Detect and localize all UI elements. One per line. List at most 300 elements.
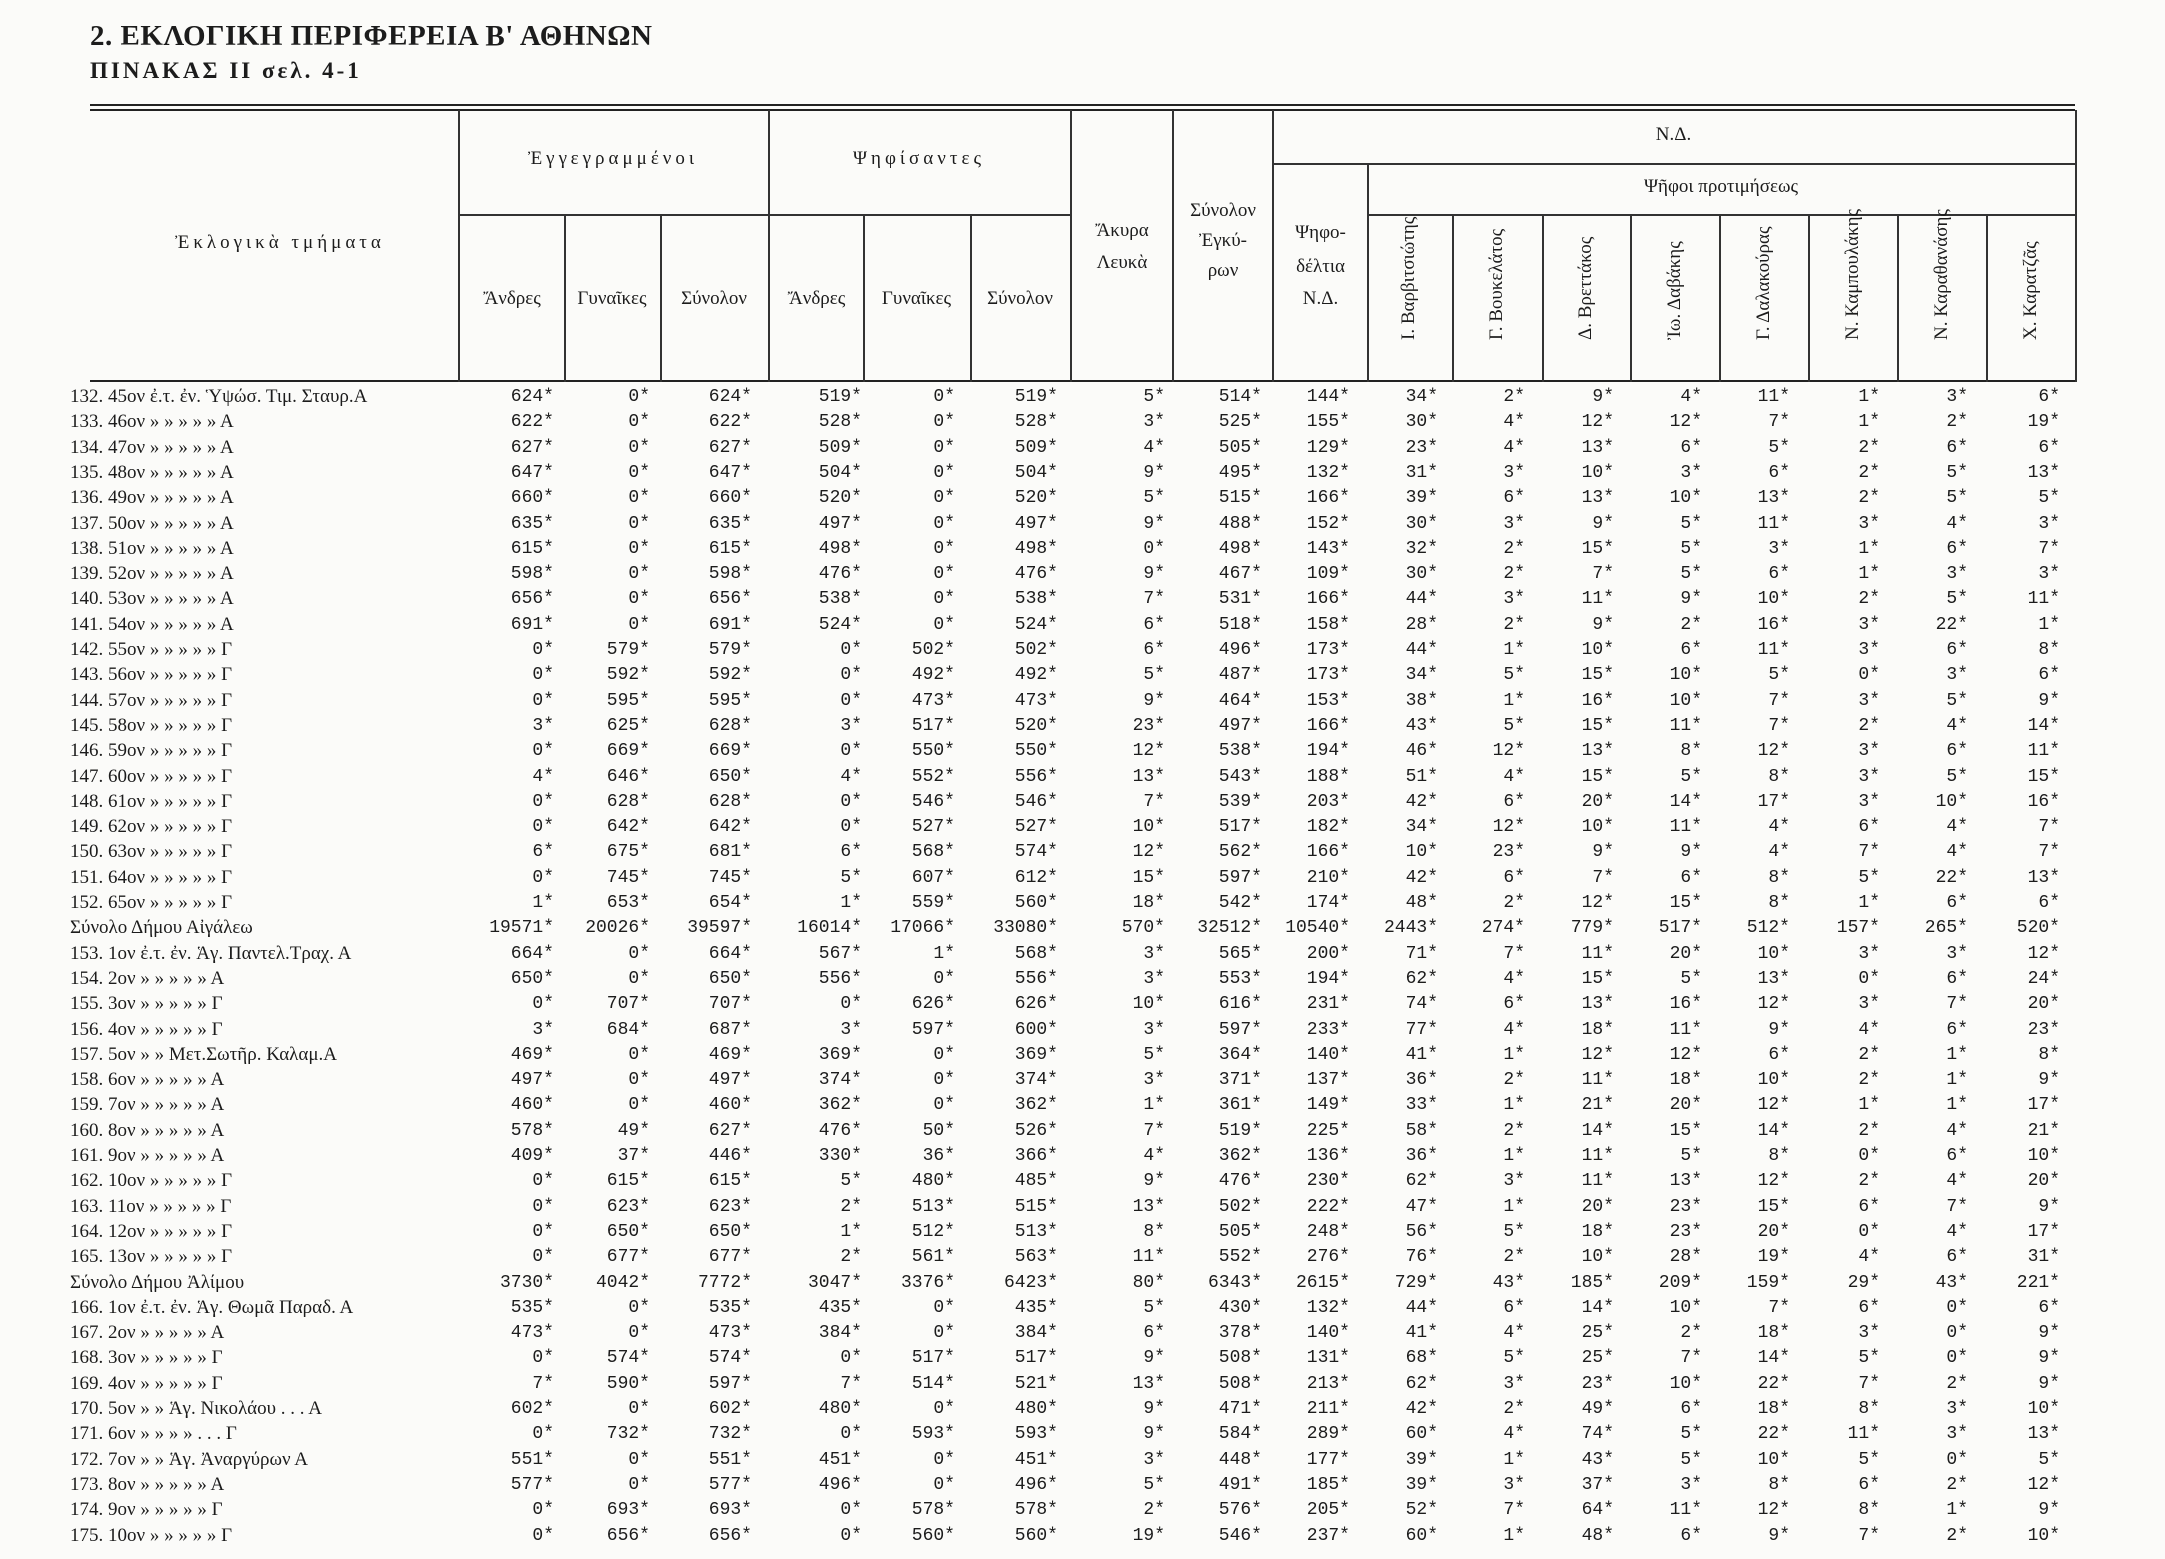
row-value: 513*: [911, 1196, 955, 1217]
row-value: 513*: [1014, 1221, 1058, 1242]
row-value: 2*: [1858, 437, 1880, 458]
row-value: 675*: [606, 842, 650, 863]
row-value: 369*: [1014, 1044, 1058, 1065]
row-value: 3*: [1143, 1070, 1165, 1091]
row-value: 5*: [1858, 1449, 1880, 1470]
row-value: 12*: [1581, 412, 1614, 433]
row-value: 3*: [1143, 1449, 1165, 1470]
row-value: 12*: [1669, 1044, 1702, 1065]
row-value: 512*: [911, 1221, 955, 1242]
row-label: 154. 2ον » » » » » Α: [70, 967, 225, 989]
table-row: [0, 814, 2165, 840]
row-value: 330*: [818, 1146, 862, 1166]
row-value: 492*: [1014, 665, 1058, 686]
row-value: 3*: [2038, 564, 2060, 585]
table-row: [0, 865, 2165, 891]
row-value: 1*: [1503, 1146, 1525, 1166]
row-value: 3730*: [499, 1272, 554, 1293]
row-value: 546*: [911, 791, 955, 812]
row-value: 43*: [1405, 715, 1438, 736]
row-value: 6*: [1946, 640, 1968, 660]
row-value: 0*: [532, 1221, 554, 1242]
row-value: 18*: [1757, 1399, 1790, 1419]
row-label: 169. 4ον » » » » » Γ: [70, 1372, 223, 1394]
row-value: 495*: [1218, 462, 1262, 483]
row-value: 6*: [1858, 1196, 1880, 1217]
row-value: 132*: [1306, 462, 1350, 483]
row-value: 19*: [2027, 412, 2060, 433]
row-label: 163. 11ον » » » » » Γ: [70, 1195, 232, 1217]
table-subtitle: ΠΙΝΑΚΑΣ ΙΙ σελ. 4-1: [90, 58, 362, 83]
row-value: 6*: [1858, 1297, 1880, 1318]
row-value: 22*: [1935, 614, 1968, 635]
row-value: 0*: [628, 437, 650, 458]
row-value: 487*: [1218, 665, 1262, 686]
row-value: 221*: [2016, 1272, 2060, 1293]
row-value: 12*: [1132, 842, 1165, 863]
row-label: 142. 55ον » » » » » Γ: [70, 639, 233, 660]
row-value: 2*: [1946, 1373, 1968, 1394]
row-value: 8*: [2038, 640, 2060, 660]
row-value: 3376*: [900, 1272, 955, 1293]
row-value: 4*: [1503, 1424, 1525, 1445]
row-value: 4*: [1946, 842, 1968, 863]
row-value: 598*: [708, 564, 752, 585]
row-value: 9*: [1143, 1424, 1165, 1445]
row-value: 12*: [1757, 994, 1790, 1015]
row-value: 1*: [1946, 1044, 1968, 1065]
row-value: 0*: [933, 1297, 955, 1318]
row-value: 6*: [840, 842, 862, 863]
row-value: 3*: [1946, 1424, 1968, 1445]
row-value: 0*: [628, 589, 650, 610]
row-value: 435*: [1014, 1297, 1058, 1318]
row-value: 22*: [1757, 1424, 1790, 1445]
row-value: 0*: [628, 488, 650, 509]
row-value: 11*: [1581, 943, 1614, 964]
row-value: 33080*: [993, 918, 1058, 939]
row-value: 0*: [628, 538, 650, 559]
row-value: 13*: [2027, 867, 2060, 888]
row-value: 435*: [818, 1297, 862, 1318]
table-row: [0, 1270, 2165, 1296]
row-label: 173. 8ον » » » » » Α: [70, 1473, 225, 1495]
row-value: 3*: [1946, 665, 1968, 686]
row-value: 39*: [1405, 1474, 1438, 1495]
row-value: 9*: [1143, 1171, 1165, 1192]
row-label: 159. 7ον » » » » » Α: [70, 1094, 225, 1116]
row-value: 467*: [1218, 564, 1262, 585]
row-value: 10540*: [1285, 918, 1350, 939]
row-value: 34*: [1405, 387, 1438, 407]
row-value: 9*: [2038, 1373, 2060, 1394]
row-value: 20*: [1669, 1095, 1702, 1116]
row-value: 552*: [1218, 1247, 1262, 1268]
row-value: 60*: [1405, 1525, 1438, 1546]
row-value: 615*: [708, 538, 752, 559]
row-value: 9*: [1768, 1019, 1790, 1040]
row-value: 624*: [708, 387, 752, 407]
row-value: 656*: [708, 1525, 752, 1546]
table-row: [0, 1042, 2165, 1068]
row-value: 473*: [510, 1323, 554, 1344]
row-value: 28*: [1669, 1247, 1702, 1268]
row-value: 526*: [1014, 1120, 1058, 1141]
row-value: 3*: [2038, 513, 2060, 534]
row-value: 4*: [1503, 766, 1525, 787]
valid-header-line2: Ἐγκύ-: [1199, 230, 1247, 251]
row-value: 691*: [708, 614, 752, 635]
valid-header-line3: ρων: [1207, 260, 1239, 281]
row-value: 14*: [2027, 715, 2060, 736]
row-value: 2*: [1503, 1120, 1525, 1141]
row-value: 0*: [532, 665, 554, 686]
row-value: 33*: [1405, 1095, 1438, 1116]
row-value: 0*: [933, 1095, 955, 1116]
table-row: [0, 409, 2165, 435]
row-value: 598*: [510, 564, 554, 585]
table-row: [0, 637, 2165, 663]
row-value: 16014*: [797, 918, 862, 939]
candidate-header-1: Ι. Βαρβιτσιώτης: [1398, 216, 1419, 340]
row-value: 2*: [1858, 488, 1880, 509]
row-value: 4*: [1946, 513, 1968, 534]
row-value: 6*: [1680, 1399, 1702, 1419]
row-value: 17*: [2027, 1221, 2060, 1242]
valid-header-line1: Σύνολον: [1190, 200, 1256, 221]
row-value: 6*: [1680, 640, 1702, 660]
row-value: 553*: [1218, 968, 1262, 989]
row-value: 577*: [510, 1474, 554, 1495]
row-value: 9*: [1592, 614, 1614, 635]
row-value: 3*: [1946, 564, 1968, 585]
row-label: 168. 3ον » » » » » Γ: [70, 1347, 223, 1369]
table-row: [0, 1118, 2165, 1144]
row-value: 502*: [1014, 640, 1058, 660]
row-value: 0*: [532, 1348, 554, 1369]
row-label: 145. 58ον » » » » » Γ: [70, 714, 233, 736]
row-label: 162. 10ον » » » » » Γ: [70, 1170, 233, 1192]
row-value: 681*: [708, 842, 752, 863]
row-value: 745*: [606, 867, 650, 888]
row-value: 498*: [1218, 538, 1262, 559]
row-value: 4*: [1503, 412, 1525, 433]
row-value: 565*: [1218, 943, 1262, 964]
row-value: 570*: [1121, 918, 1165, 939]
row-value: 602*: [510, 1399, 554, 1419]
row-value: 5*: [1143, 387, 1165, 407]
row-value: 2*: [1680, 614, 1702, 635]
row-value: 6*: [1143, 614, 1165, 635]
row-value: 10*: [1669, 1297, 1702, 1318]
row-value: 485*: [1014, 1171, 1058, 1192]
row-value: 464*: [1218, 690, 1262, 711]
row-value: 0*: [933, 1044, 955, 1065]
row-value: 23*: [1492, 842, 1525, 863]
row-value: 5*: [1503, 1221, 1525, 1242]
row-value: 0*: [628, 412, 650, 433]
row-value: 2*: [1503, 1399, 1525, 1419]
row-value: 10*: [2027, 1146, 2060, 1166]
row-value: 5*: [1946, 766, 1968, 787]
row-value: 1*: [1946, 1070, 1968, 1091]
row-value: 12*: [1581, 1044, 1614, 1065]
row-value: 4*: [1503, 968, 1525, 989]
row-value: 7*: [532, 1373, 554, 1394]
row-value: 366*: [1014, 1146, 1058, 1166]
row-value: 8*: [1858, 1399, 1880, 1419]
row-value: 30*: [1405, 513, 1438, 534]
row-value: 12*: [1132, 741, 1165, 762]
row-value: 615*: [606, 1171, 650, 1192]
row-value: 2*: [1858, 1120, 1880, 1141]
row-value: 669*: [708, 741, 752, 762]
row-value: 460*: [510, 1095, 554, 1116]
row-value: 597*: [708, 1373, 752, 1394]
row-value: 729*: [1394, 1272, 1438, 1293]
row-value: 515*: [1014, 1196, 1058, 1217]
table-row: [0, 1320, 2165, 1346]
row-value: 627*: [708, 437, 752, 458]
row-value: 222*: [1306, 1196, 1350, 1217]
row-value: 13*: [2027, 1424, 2060, 1445]
row-value: 612*: [1014, 867, 1058, 888]
row-value: 37*: [1581, 1474, 1614, 1495]
row-value: 626*: [911, 994, 955, 1015]
row-value: 153*: [1306, 690, 1350, 711]
row-value: 656*: [606, 1525, 650, 1546]
row-value: 149*: [1306, 1095, 1350, 1116]
row-value: 10*: [1132, 817, 1165, 838]
row-value: 11*: [1132, 1247, 1165, 1268]
row-value: 25*: [1581, 1323, 1614, 1344]
row-value: 11*: [1757, 387, 1790, 407]
row-value: 68*: [1405, 1348, 1438, 1369]
row-value: 0*: [933, 564, 955, 585]
row-value: 1*: [1503, 640, 1525, 660]
row-value: 369*: [818, 1044, 862, 1065]
row-value: 3*: [1503, 462, 1525, 483]
row-value: 12*: [1757, 1500, 1790, 1521]
row-value: 595*: [606, 690, 650, 711]
row-value: 5*: [1680, 968, 1702, 989]
candidate-header-3: Δ. Βρεττάκος: [1575, 236, 1596, 340]
row-value: 143*: [1306, 538, 1350, 559]
row-value: 3*: [1858, 614, 1880, 635]
row-value: 660*: [708, 488, 752, 509]
row-value: 48*: [1581, 1525, 1614, 1546]
row-value: 496*: [1218, 640, 1262, 660]
row-value: 0*: [532, 1171, 554, 1192]
row-value: 574*: [708, 1348, 752, 1369]
row-value: 6*: [1143, 1323, 1165, 1344]
row-value: 12*: [1757, 741, 1790, 762]
row-value: 476*: [1218, 1171, 1262, 1192]
row-value: 15*: [1757, 1196, 1790, 1217]
row-value: 7*: [2038, 817, 2060, 838]
row-label: 172. 7ον » » Ἁγ. Ἀναργύρων Α: [70, 1448, 309, 1470]
row-value: 11*: [1581, 1146, 1614, 1166]
row-value: 23*: [1669, 1196, 1702, 1217]
table-row: [0, 1371, 2165, 1397]
row-value: 8*: [1768, 766, 1790, 787]
voted-total-header: Σύνολον: [987, 288, 1053, 309]
table-row: [0, 713, 2165, 739]
row-value: 602*: [708, 1399, 752, 1419]
table-row: [0, 485, 2165, 511]
row-value: 1*: [1858, 412, 1880, 433]
row-value: 535*: [510, 1297, 554, 1318]
row-value: 409*: [510, 1146, 554, 1166]
row-value: 209*: [1658, 1272, 1702, 1293]
row-value: 177*: [1306, 1449, 1350, 1470]
row-value: 0*: [840, 690, 862, 711]
row-value: 0*: [532, 1247, 554, 1268]
row-value: 185*: [1570, 1272, 1614, 1293]
row-value: 480*: [1014, 1399, 1058, 1419]
row-value: 538*: [1014, 589, 1058, 610]
row-label: 166. 1ον ἐ.τ. ἐν. Ἁγ. Θωμᾶ Παραδ. Α: [70, 1296, 354, 1318]
row-value: 11*: [1669, 1500, 1702, 1521]
table-row: [0, 1168, 2165, 1194]
row-value: 8*: [1768, 1146, 1790, 1166]
row-value: 13*: [1581, 741, 1614, 762]
row-value: 9*: [1143, 690, 1165, 711]
row-value: 21*: [2027, 1120, 2060, 1141]
row-value: 6*: [1946, 968, 1968, 989]
table-row: [0, 1472, 2165, 1498]
row-value: 0*: [933, 538, 955, 559]
row-value: 15*: [1581, 665, 1614, 686]
row-value: 20*: [1669, 943, 1702, 964]
row-value: 597*: [1218, 1019, 1262, 1040]
invalid-header-line1: Ἄκυρα: [1095, 220, 1149, 241]
row-value: 3*: [1858, 766, 1880, 787]
table-row: [0, 1219, 2165, 1245]
row-value: 17*: [1757, 791, 1790, 812]
row-value: 2*: [1680, 1323, 1702, 1344]
row-value: 166*: [1306, 715, 1350, 736]
row-value: 677*: [708, 1247, 752, 1268]
row-value: 3*: [1946, 387, 1968, 407]
row-value: 166*: [1306, 589, 1350, 610]
row-value: 509*: [818, 437, 862, 458]
row-value: 20*: [1581, 1196, 1614, 1217]
row-value: 616*: [1218, 994, 1262, 1015]
row-value: 50*: [922, 1120, 955, 1141]
row-value: 622*: [510, 412, 554, 433]
row-value: 140*: [1306, 1323, 1350, 1344]
row-value: 3*: [532, 715, 554, 736]
row-value: 515*: [1218, 488, 1262, 509]
row-value: 3*: [1503, 1474, 1525, 1495]
row-value: 528*: [818, 412, 862, 433]
row-value: 6*: [1858, 817, 1880, 838]
row-value: 520*: [1014, 715, 1058, 736]
row-value: 2*: [1503, 564, 1525, 585]
row-value: 2*: [1503, 1247, 1525, 1268]
row-value: 16*: [1669, 994, 1702, 1015]
row-value: 15*: [1581, 968, 1614, 989]
row-value: 10*: [1581, 640, 1614, 660]
row-value: 2*: [1858, 1070, 1880, 1091]
row-value: 650*: [606, 1221, 650, 1242]
row-value: 9*: [2038, 690, 2060, 711]
row-value: 9*: [1680, 589, 1702, 610]
row-label: 152. 65ον » » » » » Γ: [70, 892, 233, 913]
row-value: 615*: [708, 1171, 752, 1192]
row-value: 0*: [628, 968, 650, 989]
row-value: 10*: [1757, 1449, 1790, 1470]
row-value: 13*: [1132, 1196, 1165, 1217]
row-value: 502*: [1218, 1196, 1262, 1217]
row-value: 6*: [1503, 994, 1525, 1015]
row-value: 9*: [1592, 387, 1614, 407]
row-label: 155. 3ον » » » » » Γ: [70, 993, 223, 1015]
row-value: 497*: [1014, 513, 1058, 534]
row-label: 139. 52ον » » » » » Α: [70, 563, 234, 585]
row-value: 7*: [1768, 412, 1790, 433]
row-value: 12*: [1757, 1171, 1790, 1192]
row-value: 664*: [510, 943, 554, 964]
row-value: 155*: [1306, 412, 1350, 433]
row-value: 11*: [1581, 589, 1614, 610]
row-value: 374*: [1014, 1070, 1058, 1091]
row-value: 7*: [1143, 791, 1165, 812]
row-label: 140. 53ον » » » » » Α: [70, 588, 234, 610]
row-value: 635*: [510, 513, 554, 534]
row-value: 508*: [1218, 1348, 1262, 1369]
row-value: 13*: [1757, 488, 1790, 509]
row-value: 3047*: [807, 1272, 862, 1293]
row-value: 514*: [911, 1373, 955, 1394]
row-value: 3*: [1858, 640, 1880, 660]
row-value: 46*: [1405, 741, 1438, 762]
row-value: 5*: [1680, 538, 1702, 559]
row-value: 231*: [1306, 994, 1350, 1015]
row-value: 628*: [708, 715, 752, 736]
row-value: 60*: [1405, 1424, 1438, 1445]
table-row: [0, 561, 2165, 587]
row-value: 473*: [1014, 690, 1058, 711]
row-value: 627*: [708, 1120, 752, 1141]
row-value: 654*: [708, 893, 752, 913]
registered-total-header: Σύνολον: [681, 288, 747, 309]
row-value: 546*: [1014, 791, 1058, 812]
row-value: 0*: [933, 1070, 955, 1091]
row-value: 3*: [1768, 538, 1790, 559]
row-value: 132*: [1306, 1297, 1350, 1318]
row-value: 5*: [1143, 488, 1165, 509]
row-value: 230*: [1306, 1171, 1350, 1192]
registered-header: Ἐγγεγραμμένοι: [527, 148, 699, 169]
row-value: 556*: [1014, 766, 1058, 787]
row-value: 41*: [1405, 1044, 1438, 1065]
row-value: 14*: [1581, 1297, 1614, 1318]
row-value: 6*: [1946, 741, 1968, 762]
row-value: 578*: [1014, 1500, 1058, 1521]
row-value: 543*: [1218, 766, 1262, 787]
row-value: 18*: [1581, 1221, 1614, 1242]
row-value: 6*: [1946, 538, 1968, 559]
row-label: 161. 9ον » » » » » Α: [70, 1145, 225, 1166]
row-value: 460*: [708, 1095, 752, 1116]
row-value: 519*: [1014, 387, 1058, 407]
row-value: 0*: [628, 614, 650, 635]
row-value: 469*: [510, 1044, 554, 1065]
row-value: 669*: [606, 741, 650, 762]
row-value: 6343*: [1207, 1272, 1262, 1293]
